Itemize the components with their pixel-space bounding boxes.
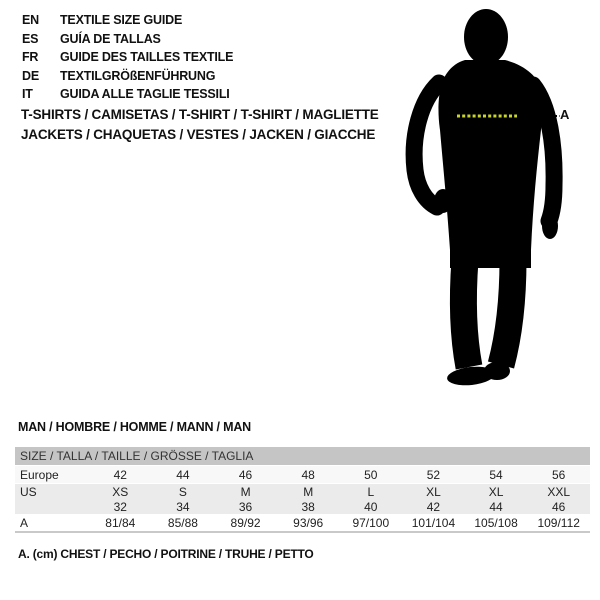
- man-silhouette-drawing: [405, 5, 565, 392]
- size-value: 50: [340, 466, 403, 484]
- size-value: L: [340, 484, 403, 500]
- size-value: 44: [152, 466, 215, 484]
- table-row-europe: [15, 466, 590, 484]
- language-row: [22, 85, 233, 104]
- size-value: 52: [402, 466, 465, 484]
- size-value: 109/112: [527, 515, 590, 533]
- size-value: 54: [465, 466, 528, 484]
- language-title: TEXTILE SIZE GUIDE: [60, 13, 183, 27]
- size-value: XL: [402, 484, 465, 500]
- row-label: [15, 499, 89, 515]
- size-table-header: SIZE / TALLA / TAILLE / GRÖSSE / TAGLIA: [15, 447, 590, 466]
- size-value: 85/88: [152, 515, 215, 533]
- size-value: M: [277, 484, 340, 500]
- size-value: M: [214, 484, 277, 500]
- size-value: 101/104: [402, 515, 465, 533]
- language-row: [22, 11, 233, 30]
- size-value: 32: [89, 499, 152, 515]
- size-table-header-row: [15, 447, 590, 466]
- language-code: IT: [22, 87, 33, 101]
- size-value: XS: [89, 484, 152, 500]
- language-list: [22, 11, 233, 104]
- row-label: Europe: [15, 466, 89, 484]
- man-silhouette: [405, 5, 565, 392]
- language-title: TEXTILGRÖßENFÜHRUNG: [60, 68, 216, 83]
- size-value: 97/100: [340, 515, 403, 533]
- size-value: S: [152, 484, 215, 500]
- language-row: [22, 67, 233, 86]
- size-value: 36: [214, 499, 277, 515]
- category-line-jackets: JACKETS / CHAQUETAS / VESTES / JACKEN / GIACCHE: [21, 127, 376, 142]
- language-code: DE: [22, 68, 39, 83]
- size-value: 48: [277, 466, 340, 484]
- size-value: 44: [465, 499, 528, 515]
- table-row-alt-size: [15, 499, 590, 515]
- language-row: [22, 30, 233, 49]
- size-value: 40: [340, 499, 403, 515]
- size-value: XL: [465, 484, 528, 500]
- size-value: 89/92: [214, 515, 277, 533]
- size-table: [15, 447, 590, 533]
- category-line-tshirts: T-SHIRTS / CAMISETAS / T-SHIRT / T-SHIRT / MAGLIETTE: [21, 107, 379, 122]
- size-value: 38: [277, 499, 340, 515]
- size-value: 42: [402, 499, 465, 515]
- garment-categories: [21, 105, 379, 145]
- row-label: US: [15, 484, 89, 500]
- size-value: 93/96: [277, 515, 340, 533]
- language-code: EN: [22, 13, 39, 27]
- size-value: 42: [89, 466, 152, 484]
- size-value: 81/84: [89, 515, 152, 533]
- row-label: A: [15, 515, 89, 533]
- language-title: GUIDE DES TAILLES TEXTILE: [60, 50, 234, 64]
- language-title: GUÍA DE TALLAS: [60, 31, 161, 46]
- language-row: [22, 48, 233, 67]
- table-row-chest-cm: [15, 515, 590, 533]
- size-value: 46: [527, 499, 590, 515]
- language-code: ES: [22, 31, 39, 46]
- size-value: 56: [527, 466, 590, 484]
- size-value: 34: [152, 499, 215, 515]
- language-code: FR: [22, 50, 39, 64]
- size-value: 105/108: [465, 515, 528, 533]
- size-value: XXL: [527, 484, 590, 500]
- section-title-man: MAN / HOMBRE / HOMME / MANN / MAN: [18, 420, 251, 434]
- size-value: 46: [214, 466, 277, 484]
- language-title: GUIDA ALLE TAGLIE TESSILI: [60, 87, 230, 101]
- table-row-us: [15, 484, 590, 500]
- measure-point-label: A: [560, 107, 570, 122]
- measure-footnote: A. (cm) CHEST / PECHO / POITRINE / TRUHE / PETTO: [18, 547, 314, 561]
